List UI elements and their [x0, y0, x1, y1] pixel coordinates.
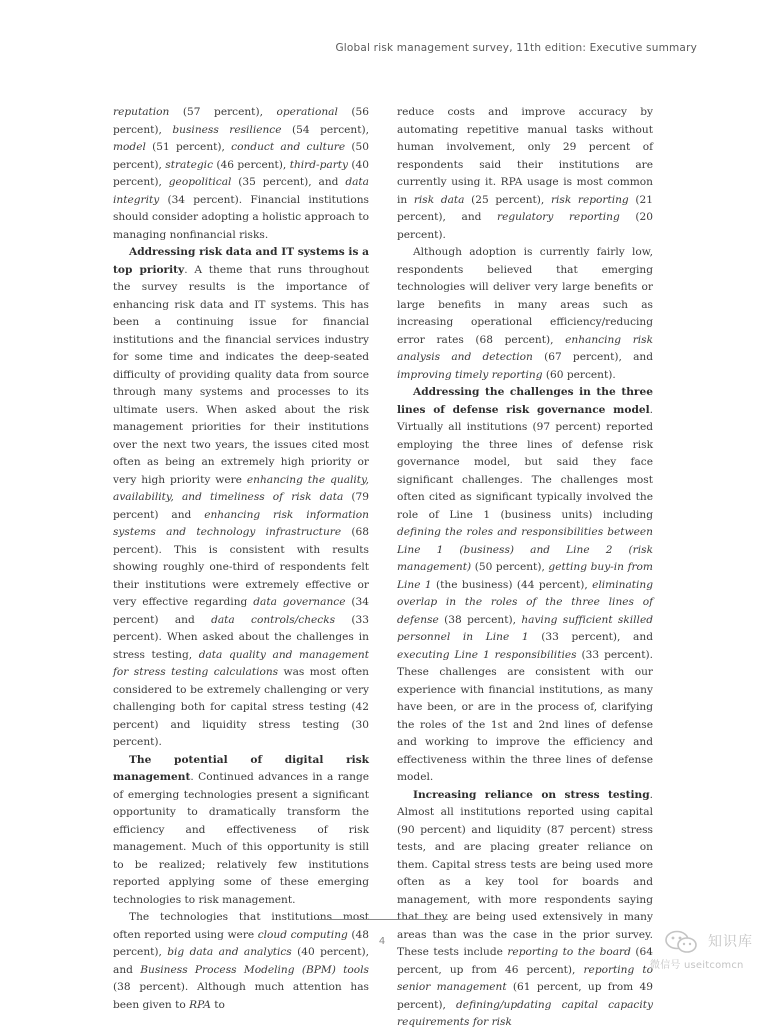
paragraph-digital-risk: The potential of digital risk management. Continued advances in a range of emerging technologies present a significant opportunity to dramatically transform the efficiency and effectiveness of risk management. Much of this opportunity is still to be realized; relatively few institutions reported applying some of these emerging technologies to risk management. [113, 753, 369, 906]
page-number: 4 [378, 936, 386, 947]
left-column [113, 104, 369, 1014]
section-heading-digital-risk: The potential of digital risk management [113, 753, 369, 783]
section-heading-stress-testing: Increasing reliance on stress testing [413, 788, 650, 801]
running-header: Global risk management survey, 11th edition: Executive summary [335, 42, 697, 54]
paragraph-adoption: Although adoption is currently fairly low, respondents believed that emerging technologies will deliver very large benefits or large benefits in many areas such as increasing operational efficiency/reducing error rates (68 percent), enhancing risk analysis and detection (67 percent), and improving timely reporting (60 percent). [397, 246, 653, 381]
right-column [397, 104, 653, 1032]
paragraph-rpa: reduce costs and improve accuracy by automating repetitive manual tasks without human involvement, only 29 percent of respondents said their institutions are currently using it. RPA usage is most common in risk data (25 percent), risk reporting (21 percent), and regulatory reporting (20 percent). [397, 106, 654, 241]
footer-divider [318, 919, 448, 920]
paragraph-technologies: The technologies that institutions most often reported using were cloud computing (48 percent), big data and analytics (40 percent), and Business Process Modeling (BPM) tools (38 percent). Although much attention has been given to RPA to [113, 911, 369, 1011]
paragraph-stress-testing: Increasing reliance on stress testing. Almost all institutions reported using capital (90 percent) and liquidity (87 percent) stress tests, and are placing greater reliance on them. Capital stress tests are being used more often as a key tool for boards and management, with more respondents saying that they are being used extensively in many areas than was the case in the prior survey. These tests include reporting to the board (64 percent, up from 46 percent), reporting to senior management (61 percent, up from 49 percent), defining/updating capital capacity requirements for risk [397, 788, 653, 1028]
paragraph-three-lines: Addressing the challenges in the three lines of defense risk governance model. Virtually all institutions (97 percent) reported employing the three lines of defense risk governance model, but said they face significant challenges. The challenges most often cited as significant typically involved the role of Line 1 (business units) including defining the roles and responsibilities between Line 1 (business) and Line 2 (risk management) (50 percent), getting buy-in from Line 1 (the business) (44 percent), eliminating overlap in the roles of the three lines of defense (38 percent), having sufficient skilled personnel in Line 1 (33 percent), and executing Line 1 responsibilities (33 percent). These challenges are consistent with our experience with financial institutions, as many have been, or are in the process of, clarifying the roles of the 1st and 2nd lines of defense and working to improve the efficiency and effectiveness within the three lines of defense model. [397, 386, 654, 783]
watermark [650, 925, 762, 977]
watermark-account: 微信号 useitcomcn [650, 960, 744, 971]
wechat-icon [664, 930, 698, 958]
watermark-brand: 知识库 [708, 934, 753, 950]
paragraph-risk-types: reputation (57 percent), operational (56 percent), business resilience (54 percent), model (51 percent), conduct and culture (50 percent), strategic (46 percent), third-party (40 percent), geopolitical (35 percent), and data integrity (34 percent). Financial institutions should consider adopting a holistic approach to managing nonfinancial risks. [113, 106, 370, 241]
paragraph-risk-data: Addressing risk data and IT systems is a top priority. A theme that runs throughout the survey results is the importance of enhancing risk data and IT systems. This has been a continuing issue for financial institutions and the financial services industry for some time and indicates the deep-seated difficulty of providing quality data from source through many systems and processes to its ultimate users. When asked about the risk management priorities for their institutions over the next two years, the issues cited most often as being an extremely high priority or very high priority were enhancing the quality, availability, and timeliness of risk data (79 percent) and enhancing risk information systems and technology infrastructure (68 percent). This is consistent with results showing roughly one-third of respondents felt their institutions were extremely effective or very effective regarding data governance (34 percent) and data controls/checks (33 percent). When asked about the challenges in stress testing, data quality and management for stress testing calculations was most often considered to be extremely challenging or very challenging both for capital stress testing (42 percent) and liquidity stress testing (30 percent). [113, 246, 370, 748]
section-heading-three-lines: Addressing the challenges in the three lines of defense risk governance model [397, 386, 653, 416]
section-heading-risk-data: Addressing risk data and IT systems is a top priority [113, 246, 369, 276]
